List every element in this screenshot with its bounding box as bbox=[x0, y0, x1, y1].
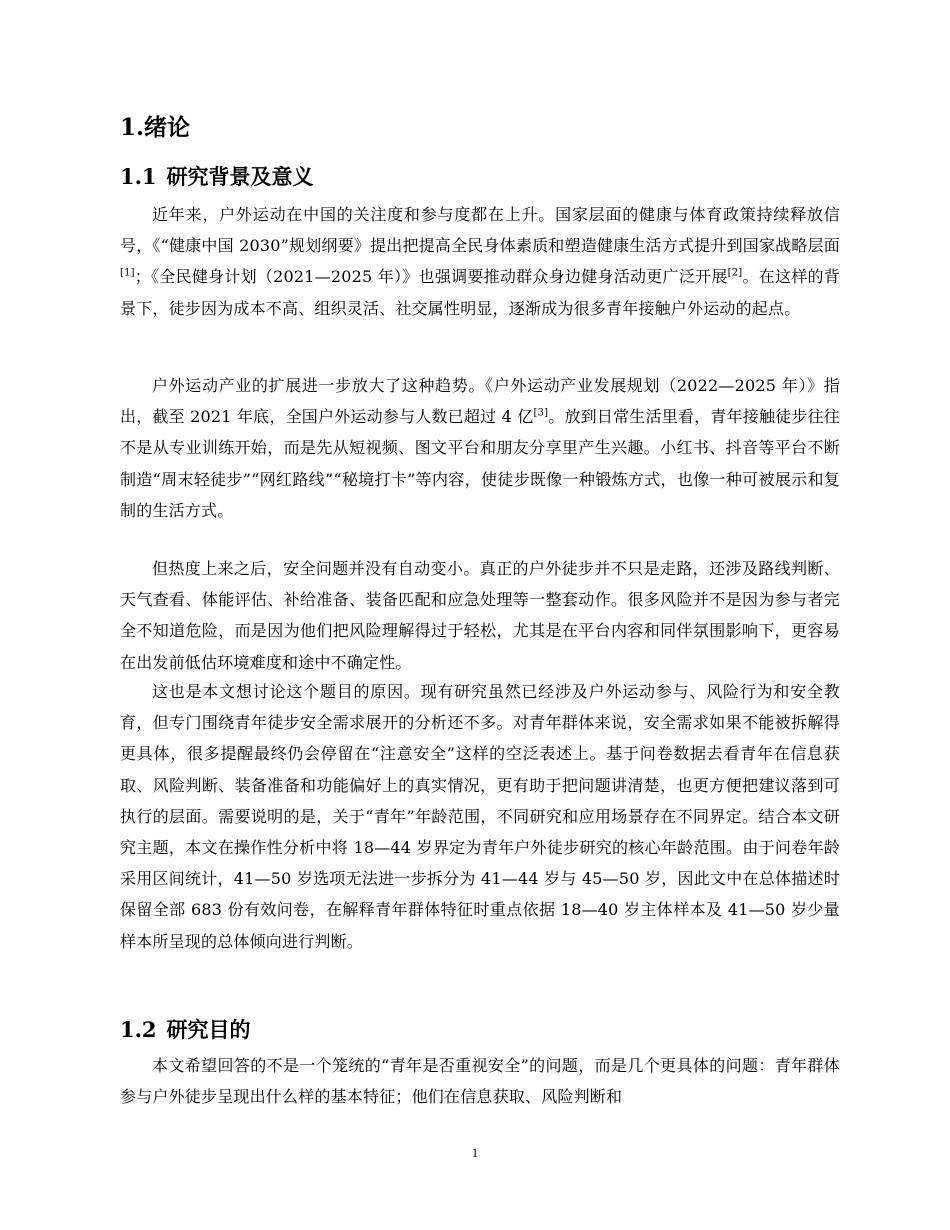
citation-ref-1: [1] bbox=[120, 268, 135, 280]
section-heading-1-1 bbox=[120, 164, 314, 190]
chapter-heading: 1.绪论 bbox=[120, 114, 191, 141]
citation-ref-3: [3] bbox=[533, 407, 549, 419]
text-run: 户外运动产业的扩展进一步放大了这种趋势。《户外运动产业发展规划（2022—2025 年）》指出，截至 2021 年底，全国户外运动参与人数已超过 4 亿 bbox=[120, 376, 840, 427]
paragraph-background-2 bbox=[120, 370, 840, 526]
section-title: 研究背景及意义 bbox=[166, 164, 314, 189]
section-heading-1-2 bbox=[120, 1017, 251, 1043]
section-title: 研究目的 bbox=[166, 1017, 251, 1042]
section-number: 1.2 bbox=[120, 1017, 157, 1042]
page-number: 1 bbox=[471, 1145, 479, 1160]
paragraph-background-1 bbox=[120, 199, 840, 324]
paragraph-purpose-1: 本文希望回答的不是一个笼统的“青年是否重视安全”的问题，而是几个更具体的问题：青年群体参与户外徒步呈现出什么样的基本特征；他们在信息获取、风险判断和 bbox=[120, 1056, 840, 1107]
paragraph-background-3: 但热度上来之后，安全问题并没有自动变小。真正的户外徒步并不只是走路，还涉及路线判断、天气查看、体能评估、补给准备、装备匹配和应急处理等一整套动作。很多风险并不是因为参与者完全不知道危险，而是因为他们把风险理解得过于轻松，尤其是在平台内容和同伴氛围影响下，更容易在出发前低估环境难度和途中不确定性。 bbox=[120, 559, 840, 672]
text-run: 。在这样的背景下，徒步因为成本不高、组织灵活、社交属性明显，逐渐成为很多青年接触户外运动的起点。 bbox=[120, 267, 840, 318]
paragraph-background-4: 这也是本文想讨论这个题目的原因。现有研究虽然已经涉及户外运动参与、风险行为和安全教育，但专门围绕青年徒步安全需求展开的分析还不多。对青年群体来说，安全需求如果不能被拆解得更具体，很多提醒最终仍会停留在“注意安全”这样的空泛表述上。基于问卷数据去看青年在信息获取、风险判断、装备准备和功能偏好上的真实情况，更有助于把问题讲清楚，也更方便把建议落到可执行的层面。需要说明的是，关于“青年”年龄范围，不同研究和应用场景存在不同界定。结合本文研究主题，本文在操作性分析中将 18—44 岁界定为青年户外徒步研究的核心年龄范围。由于问卷年龄采用区间统计，41—50 岁选项无法进一步拆分为 41—44 岁与 45—50 岁，因此文中在总体描述时保留全部 683 份有效问卷，在解释青年群体特征时重点依据 18—40 岁主体样本及 41—50 岁少量样本所呈现的总体倾向进行判断。 bbox=[120, 682, 840, 951]
citation-ref-2: [2] bbox=[727, 268, 743, 280]
text-run: 。放到日常生活里看，青年接触徒步往往不是从专业训练开始，而是先从短视频、图文平台和朋友分享里产生兴趣。小红书、抖音等平台不断制造“周末轻徒步”“网红路线”“秘境打卡”等内容，使徒步既像一种锻炼方式，也像一种可被展示和复制的生活方式。 bbox=[120, 407, 840, 520]
section-number: 1.1 bbox=[120, 164, 157, 189]
text-run: 近年来，户外运动在中国的关注度和参与度都在上升。国家层面的健康与体育政策持续释放信号，《“健康中国 2030”规划纲要》提出把提高全民身体素质和塑造健康生活方式提升到国家战略层面 bbox=[120, 205, 840, 256]
text-run: ；《全民健身计划（2021—2025 年）》也强调要推动群众身边健身活动更广泛开展 bbox=[134, 267, 728, 287]
